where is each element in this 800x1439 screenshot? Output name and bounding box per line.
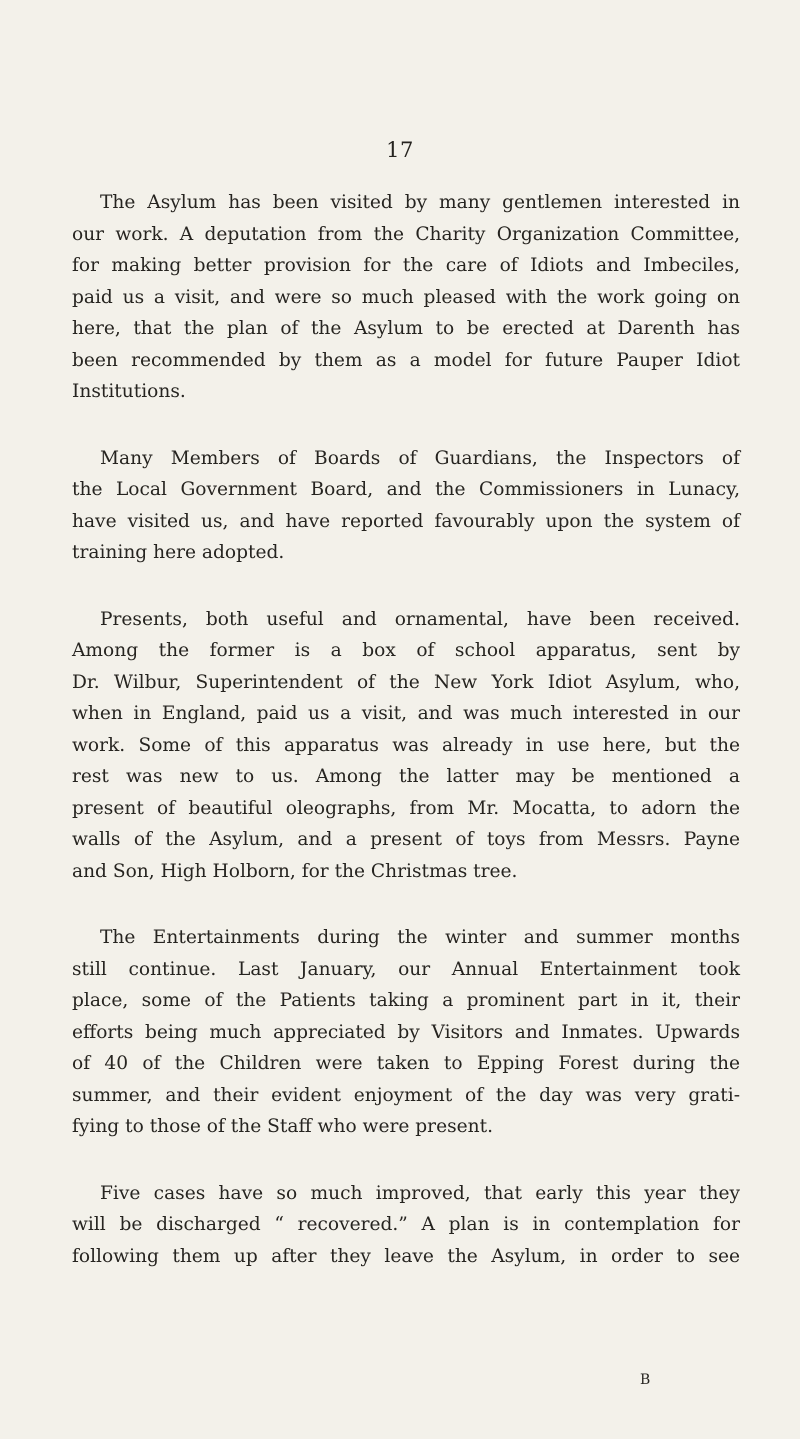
text-line: here, that the plan of the Asylum to be erected at Darenth has	[72, 318, 740, 339]
text-line: of 40 of the Children were taken to Epping Forest during the	[72, 1053, 740, 1074]
signature-mark: B	[640, 1372, 652, 1388]
text-line: Dr. Wilbur, Superintendent of the New York Idiot Asylum, who,	[72, 671, 740, 693]
text-line: will be discharged “ recovered.” A plan is in contemplation for	[72, 1214, 740, 1235]
text-line: our work. A deputation from the Charity Organization Committee,	[72, 223, 740, 245]
paragraph-presents	[72, 604, 740, 888]
text-line: present of beautiful oleographs, from Mr. Mocatta, to adorn the	[72, 797, 740, 819]
paragraph-entertainments	[72, 922, 740, 1143]
text-line: paid us a visit, and were so much pleased with the work going on	[72, 286, 740, 308]
text-line: summer, and their evident enjoyment of the day was very grati-	[72, 1084, 740, 1106]
text-line: walls of the Asylum, and a present of toys from Messrs. Payne	[72, 829, 740, 850]
text-line: place, some of the Patients taking a prominent part in it, their	[72, 990, 740, 1011]
text-line: The Entertainments during the winter and summer months	[100, 927, 740, 948]
text-line: rest was new to us. Among the latter may be mentioned a	[72, 766, 740, 787]
paragraph-visitors	[72, 187, 740, 408]
text-line: the Local Government Board, and the Commissioners in Lunacy,	[72, 479, 740, 500]
text-line: still continue. Last January, our Annual Entertainment took	[72, 958, 740, 980]
text-line: been recommended by them as a model for future Pauper Idiot	[72, 349, 740, 371]
text-line: work. Some of this apparatus was already in use here, but the	[72, 734, 740, 756]
text-line: for making better provision for the care of Idiots and Imbeciles,	[72, 255, 740, 276]
text-line: Five cases have so much improved, that early this year they	[100, 1182, 740, 1204]
text-line: training here adopted.	[72, 542, 285, 563]
text-line: Among the former is a box of school apparatus, sent by	[72, 640, 740, 661]
text-line: Institutions.	[72, 381, 186, 402]
page-number: 17	[386, 138, 414, 162]
paragraph-guardians	[72, 443, 740, 569]
paragraph-discharged	[72, 1178, 740, 1273]
body-text	[72, 187, 740, 1307]
text-line: have visited us, and have reported favourably upon the system of	[72, 510, 740, 532]
text-line: when in England, paid us a visit, and was much interested in our	[72, 703, 740, 724]
text-line: fying to those of the Staff who were present.	[72, 1116, 493, 1137]
text-line: The Asylum has been visited by many gentlemen interested in	[100, 192, 740, 213]
text-line: Presents, both useful and ornamental, have been received.	[100, 608, 740, 630]
text-line: efforts being much appreciated by Visitors and Inmates. Upwards	[72, 1021, 740, 1043]
text-line: and Son, High Holborn, for the Christmas tree.	[72, 860, 518, 882]
text-line: Many Members of Boards of Guardians, the Inspectors of	[100, 447, 740, 469]
text-line: following them up after they leave the Asylum, in order to see	[72, 1245, 740, 1267]
